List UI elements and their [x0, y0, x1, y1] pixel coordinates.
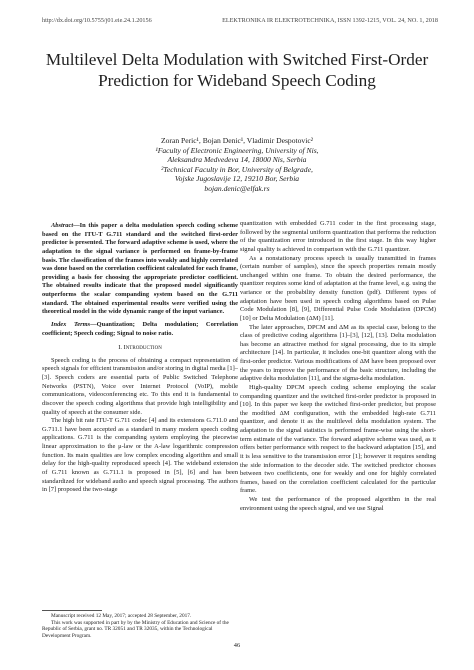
- author-block: [100, 136, 374, 194]
- author-email[interactable]: bojan.denic@elfak.rs: [204, 183, 270, 193]
- header-journal: ELEKTRONIKA IR ELEKTROTECHNIKA, ISSN 1392-1215, VOL. 24, NO. 1, 2018: [222, 17, 438, 24]
- right-paragraph-3: The later approaches, DPCM and ΔM as its special case, belong to the class of predictive coding algorithms [1]–[3], [12], [13]. Delta modulation has become an attractive method for signal processing, due to its simple architecture [14]. In particular, it includes one-bit quantizer along with the first-order predictor. Various modifications of ΔM have been proposed over the years to improve the performance of the basic structure, including the adaptive delta modulation [11], and the sigma-delta modulation.: [240, 323, 436, 383]
- right-paragraph-2: As a nonstationary process speech is usually transmitted in frames (certain number of samples), since the speech properties remain mostly unchanged within one frame. To obtain the desired performance, the quantizer requires some kind of adaptation at the frame level, e.g. using the variance or the probability density function (pdf). Different types of adaptation have been used in speech coding algorithms based on Pulse Code Modulation [8], [9], Differential Pulse Code Modulation (DPCM) [10] or Delta Modulation (ΔM) [11].: [240, 254, 436, 322]
- section-heading-introduction: I. Introduction: [118, 344, 162, 352]
- abstract: [42, 222, 238, 317]
- index-terms: [42, 321, 238, 338]
- paper-title: Multilevel Delta Modulation with Switched First-Order Prediction for Wideband Speech Coding: [45, 50, 429, 90]
- footnote-divider: [42, 610, 102, 611]
- right-column: [240, 220, 436, 513]
- affiliation-2-line2: Vojske Jugoslavije 12, 19210 Bor, Serbia: [174, 174, 300, 184]
- affiliation-1-line2: Aleksandra Medvedeva 14, 18000 Nis, Serbia: [167, 155, 307, 165]
- abstract-text: —In this paper a delta modulation speech coding scheme based on the ITU-T G.711 standard and the switched first-order predictor is presented. The forward adaptive scheme is used, where the adaptation to the signal variance is performed on frame-by-frame basis. The classification of the frames into weakly and highly correlated was done based on the correlation coefficient calculated for each frame, providing a basis for choosing the appropriate predictor coefficient. The obtained results indicate that the proposed model significantly outperforms the scalar companding system based on the G.711 standard. The obtained experimental results were verified using the theoretical model in the wide dynamic range of the input variance.: [42, 222, 238, 316]
- footnote-funding: This work was supported in part by by the Ministry of Education and Science of the Republic of Serbia, grant no. TR 32051 and TR 32035, within the Technological Development Program.: [42, 619, 229, 639]
- author-names: Zoran Peric¹, Bojan Denic¹, Vladimir Despotovic²: [161, 136, 313, 145]
- page-number: 46: [233, 642, 241, 649]
- left-column: [42, 222, 238, 495]
- abstract-label: Abstract: [51, 222, 74, 229]
- affiliation-2-line1: ²Technical Faculty in Bor, University of Belgrade,: [161, 164, 313, 174]
- intro-paragraph-1: Speech coding is the process of obtaining a compact representation of speech signals for efficient transmission and/or storing in digital media [1]–[3]. Speech coders are essential parts of Public Switched Telephone Networks (PSTN), Voice over Internet Protocol (VoIP), mobile communications, videoconferencing etc. To this end it is fundamental to discover the speech coding algorithms that provide high intelligibility and quality of speech at the consumer side.: [42, 356, 238, 416]
- index-terms-label: Index Terms: [51, 320, 91, 328]
- index-terms-text: —Quantization; Delta modulation; Correlation coefficient; Speech coding; Signal to noise ratio.: [42, 320, 238, 337]
- right-paragraph-4: High-quality DPCM speech coding scheme employing the scalar companding quantizer and the switched first-order predictor is proposed in [10]. In this paper we keep the switched first-order predictor, but propose the modified ΔM configuration, with the embedded high-rate G.711 quantizer, and denote it as the multilevel delta modulation system. The adaptation to the signal statistics is performed frame-wise using the short-term estimate of the variance. The forward adaptive scheme was used, as it offers better performance with respect to the backward adaptation [15], and it is less sensitive to the transmission error [1]; however it requires sending the side information to the decoder side. The switched predictor chooses between two coefficients, one for weakly and one for highly correlated frames, based on the correlation coefficient calculated for the particular frame.: [240, 383, 436, 495]
- right-paragraph-1: quantization with embedded G.711 coder in the first processing stage, followed by the segmental uniform quantization that performs the reduction of the quantization error introduced in the first stage. In this way higher signal quality is achieved in comparison with the G.711 quantizer.: [240, 220, 436, 253]
- right-paragraph-5: We test the performance of the proposed algorithm in the real environment using the speech signal, and we use Signal: [240, 496, 436, 512]
- intro-paragraph-2: The high bit rate ITU-T G.711 codec [4] and its extensions G.711.0 and G.711.1 have been accepted as a standard in many modern speech coding applications. G.711 is the companding system employing the piecewise linear approximation to the μ-law or the A-law logarithmic compression function. Its main qualities are low complex encoding algorithm and small delay for the high-quality reproduced speech [4]. The wideband extension of G.711 known as G.711.1 is proposed in [5], [6] and has been standardized for wideband audio and speech signal processing. The authors in [7] proposed the two-stage: [42, 417, 238, 494]
- affiliation-1-line1: ¹Faculty of Electronic Engineering, University of Nis,: [155, 145, 319, 155]
- header-doi[interactable]: http://dx.doi.org/10.5755/j01.eie.24.1.20156: [42, 17, 152, 24]
- footnote: [42, 613, 238, 639]
- footnote-received: Manuscript received 12 May, 2017; accepted 28 September, 2017.: [51, 613, 192, 619]
